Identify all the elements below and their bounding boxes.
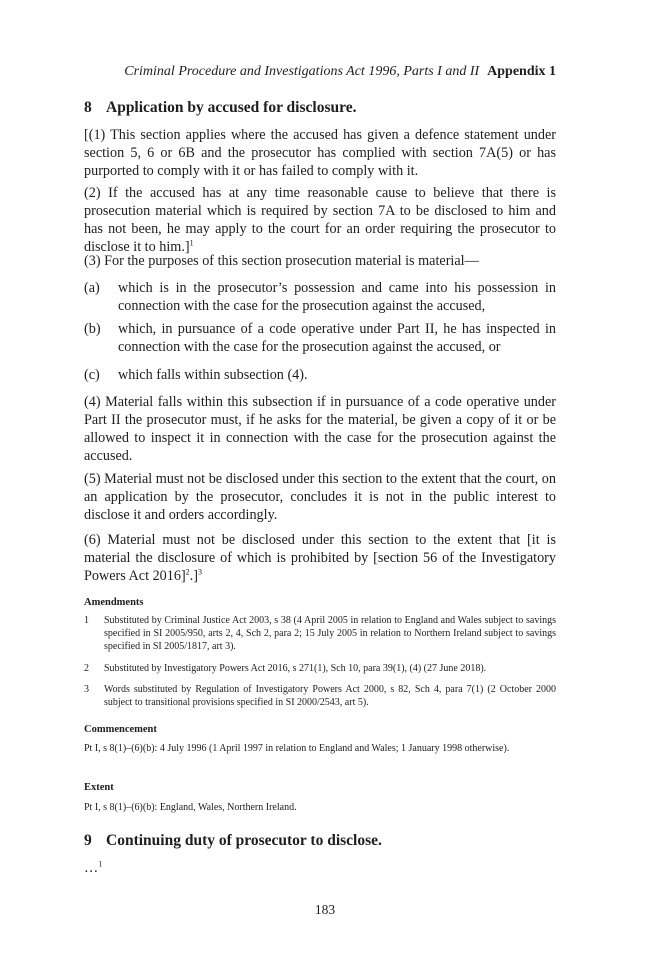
section-8-title: Application by accused for disclosure.	[106, 99, 357, 116]
amendment-note-text: Words substituted by Regulation of Investigatory Powers Act 2000, s 82, Sch 4, para 7(1) (2 October 2000 subject to transitional provisions specified in SI 2000/2543, art 5).	[104, 684, 556, 708]
section-8-para-6-text: (6) Material must not be disclosed under this section to the extent that [it is material the disclosure of which is prohibited by [section 56 of the Investigatory Powers Act 2016]	[84, 532, 556, 584]
commencement-text: Pt I, s 8(1)–(6)(b): 4 July 1996 (1 April 1997 in relation to England and Wales; 1 January 1998 otherwise).	[84, 743, 510, 754]
running-head-appendix: Appendix 1	[487, 64, 556, 79]
section-9-text	[84, 859, 556, 877]
amendments-heading: Amendments	[84, 597, 144, 608]
section-9-heading	[84, 832, 556, 850]
section-9-number: 9	[84, 832, 92, 849]
amendment-note-label: 3	[84, 684, 89, 695]
section-8-para-2	[84, 184, 556, 256]
list-item-text: which falls within subsection (4).	[118, 367, 308, 383]
extent-text: Pt I, s 8(1)–(6)(b): England, Wales, Northern Ireland.	[84, 802, 297, 813]
extent-heading: Extent	[84, 782, 114, 793]
section-8-para-6-end: .]	[189, 568, 198, 584]
list-item-text: which, in pursuance of a code operative under Part II, he has inspected in connection with the case for the prosecution against the accused, or	[118, 321, 556, 355]
amendment-note-text: Substituted by Criminal Justice Act 2003, s 38 (4 April 2005 in relation to England and Wales subject to savings specified in SI 2005/950, arts 2, 4, Sch 2, para 2; 15 July 2005 in relation to Northern Ireland subject to savings specified in SI 2005/1817, art 3).	[104, 615, 556, 652]
section-8-para-2-text: (2) If the accused has at any time reasonable cause to believe that there is prosecution material which is required by section 7A to be disclosed to him and has not been, he may apply to the court for an order requiring the prosecutor to disclose it to him.]	[84, 185, 556, 255]
list-item-label: (c)	[84, 367, 100, 383]
amendment-note-label: 2	[84, 663, 89, 674]
running-head	[124, 64, 556, 80]
running-head-title: Criminal Procedure and Investigations Act 1996, Parts I and II	[124, 64, 480, 79]
amendment-note-label: 1	[84, 615, 89, 626]
footnote-ref-section-9: 1	[98, 859, 103, 869]
commencement-heading: Commencement	[84, 724, 157, 735]
page-number: 183	[314, 902, 336, 917]
section-8-para-1: [(1) This section applies where the accused has given a defence statement under section 5, 6 or 6B and the prosecutor has complied with section 7A(5) or has purported to comply with it or has failed to comply with it.	[84, 127, 556, 179]
amendment-note	[84, 662, 556, 675]
section-8-number: 8	[84, 99, 92, 116]
section-8-heading	[84, 99, 556, 117]
section-8-para-5: (5) Material must not be disclosed under this section to the extent that the court, on an application by the prosecutor, concludes it is not in the public interest to disclose it and orders accordingly.	[84, 471, 556, 523]
amendment-note-text: Substituted by Investigatory Powers Act 2016, s 271(1), Sch 10, para 39(1), (4) (27 June 2018).	[104, 663, 487, 674]
footnote-ref-2: 2	[185, 567, 190, 577]
amendment-note	[84, 614, 556, 653]
footnote-ref-3: 3	[197, 567, 202, 577]
list-item-text: which is in the prosecutor’s possession and came into his possession in connection with the case for the prosecution against the accused,	[118, 280, 556, 314]
list-item	[84, 366, 556, 384]
section-8-para-4: (4) Material falls within this subsection if in pursuance of a code operative under Part II the prosecutor must, if he asks for the material, be given a copy of it or be allowed to inspect it in connection with the case for the prosecution against the accused.	[84, 394, 556, 464]
section-8-para-6	[84, 531, 556, 585]
list-item-label: (a)	[84, 280, 100, 296]
list-item-label: (b)	[84, 321, 101, 337]
footnote-ref-1: 1	[189, 238, 194, 248]
amendment-note	[84, 683, 556, 709]
section-8-para-3: (3) For the purposes of this section prosecution material is material—	[84, 253, 479, 269]
section-9-ellipsis: …	[84, 860, 99, 876]
list-item	[84, 279, 556, 315]
list-item	[84, 320, 556, 356]
section-9-title: Continuing duty of prosecutor to disclose.	[106, 832, 382, 849]
